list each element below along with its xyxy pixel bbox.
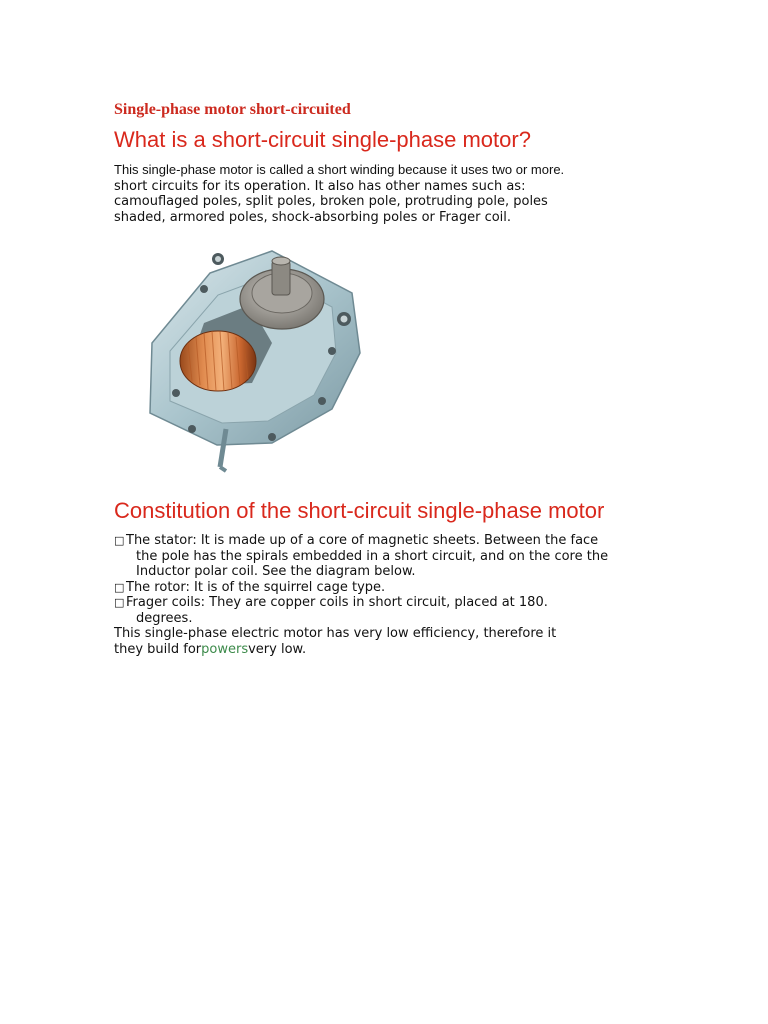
intro-paragraph bbox=[114, 162, 734, 225]
list-item bbox=[114, 580, 734, 596]
powers-link[interactable]: powers bbox=[201, 641, 249, 657]
intro-line-1: This single-phase motor is called a short winding because it uses two or more. bbox=[114, 162, 565, 177]
intro-line-3: camouflaged poles, split poles, broken pole, protruding pole, poles bbox=[114, 194, 548, 209]
page-title: What is a short-circuit single-phase motor? bbox=[114, 127, 531, 152]
shaded-pole-motor-illustration bbox=[122, 233, 362, 473]
list-item bbox=[114, 533, 734, 580]
intro-line-2: short circuits for its operation. It also has other names such as: bbox=[114, 178, 526, 194]
bullet-icon: □ bbox=[114, 596, 125, 609]
item-line: degrees. bbox=[136, 610, 193, 626]
closing-line-2-end: very low. bbox=[248, 641, 307, 657]
closing-line-2-start: they build for bbox=[114, 641, 202, 657]
item-line: Frager coils: They are copper coils in short circuit, placed at 180. bbox=[126, 595, 548, 610]
closing-paragraph bbox=[114, 626, 734, 657]
list-item bbox=[114, 595, 734, 626]
bullet-icon: □ bbox=[114, 580, 125, 594]
section-title: Constitution of the short-circuit single-phase motor bbox=[114, 498, 605, 523]
constitution-list bbox=[114, 533, 734, 626]
item-line: The rotor: It is of the squirrel cage type. bbox=[126, 579, 386, 595]
item-line: the pole has the spirals embedded in a short circuit, and on the core the bbox=[136, 548, 609, 564]
item-line: The stator: It is made up of a core of magnetic sheets. Between the face bbox=[126, 533, 599, 548]
motor-photo bbox=[122, 233, 362, 473]
document-page bbox=[114, 100, 734, 657]
closing-line-1: This single-phase electric motor has very low efficiency, therefore it bbox=[114, 626, 557, 641]
bullet-icon: □ bbox=[114, 534, 125, 547]
intro-line-4: shaded, armored poles, shock-absorbing poles or Frager coil. bbox=[114, 209, 512, 225]
item-line: Inductor polar coil. See the diagram below. bbox=[136, 564, 416, 579]
subtitle: Single-phase motor short-circuited bbox=[114, 101, 351, 118]
